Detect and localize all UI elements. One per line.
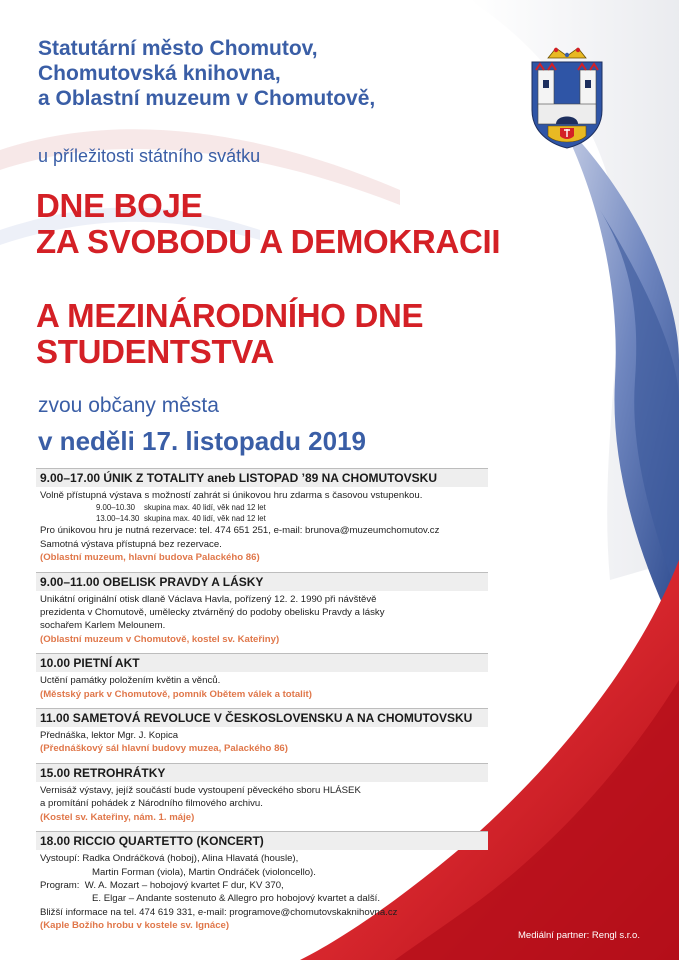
program-text: W. A. Mozart – hobojový kvartet F dur, KV 370, — [84, 879, 284, 891]
slot-text: skupina max. 40 lidí, věk nad 12 let — [144, 503, 266, 513]
organizer-line: Chomutovská knihovna, — [38, 62, 281, 85]
event-text: Pro únikovou hru je nutná rezervace: tel. 474 651 251, e-mail: brunova@muzeumchomutov.cz — [40, 525, 440, 537]
organizers — [38, 36, 375, 111]
event-list — [36, 468, 488, 940]
event-heading: 11.00 SAMETOVÁ REVOLUCE V ČESKOSLOVENSKU A NA CHOMUTOVSKU — [36, 708, 488, 727]
event-text: Přednáška, lektor Mgr. J. Kopica — [40, 730, 179, 742]
performers-label: Vystoupí: — [40, 853, 80, 865]
event-heading: 18.00 RICCIO QUARTETTO (KONCERT) — [36, 831, 488, 850]
event-body — [36, 487, 488, 565]
event-date: v neděli 17. listopadu 2019 — [38, 426, 367, 456]
event-heading: 9.00–17.00 ÚNIK Z TOTALITY aneb LISTOPAD ’89 NA CHOMUTOVSKU — [36, 468, 488, 487]
event-body — [36, 591, 488, 647]
organizer-line: Statutární město Chomutov, — [38, 37, 318, 60]
event-text: Volně přístupná výstava s možností zahrát si únikovou hru zdarma s časovou vstupenkou. — [40, 490, 423, 501]
event-text: Vernisáž výstavy, jejíž součástí bude vystoupení pěveckého sboru HLÁSEK — [40, 784, 361, 796]
title-line: ZA SVOBODU A DEMOKRACII — [36, 223, 501, 260]
title-line: DNE BOJE — [36, 187, 203, 224]
main-title-second — [36, 298, 423, 370]
event-item — [36, 572, 488, 647]
event-location: (Městský park v Chomutově, pomník Obětem válek a totalit) — [40, 688, 312, 700]
event-text: a promítání pohádek z Národního filmového archivu. — [40, 798, 263, 810]
event-item — [36, 763, 488, 824]
event-info: Bližší informace na tel. 474 619 331, e-mail: programove@chomutovskaknihovna.cz — [40, 906, 398, 918]
slot-time: 13.00–14.30 — [96, 514, 140, 524]
time-slot — [40, 502, 484, 513]
event-body — [36, 782, 488, 824]
event-location: (Oblastní muzeum v Chomutově, kostel sv. Kateřiny) — [40, 633, 280, 645]
event-item — [36, 708, 488, 756]
event-text: Uctění památky položením květin a věnců. — [40, 675, 221, 687]
event-location: (Přednáškový sál hlavní budovy muzea, Palackého 86) — [40, 743, 288, 755]
event-location: (Kaple Božího hrobu v kostele sv. Ignáce) — [40, 920, 230, 932]
event-text: prezidenta v Chomutově, umělecky ztvárněný do podoby obelisku Pravdy a lásky — [40, 607, 385, 619]
time-slot — [40, 513, 484, 524]
event-item — [36, 468, 488, 565]
performers-text: Radka Ondráčková (hoboj), Alina Hlavatá (housle), — [82, 853, 299, 865]
event-text: Samotná výstava přístupná bez rezervace. — [40, 538, 222, 550]
event-item — [36, 653, 488, 701]
event-body — [36, 727, 488, 756]
event-body — [36, 672, 488, 701]
event-item — [36, 831, 488, 932]
event-location: (Kostel sv. Kateřiny, nám. 1. máje) — [40, 811, 195, 823]
event-body — [36, 850, 488, 932]
occasion: u příležitosti státního svátku — [38, 146, 261, 166]
slot-time: 9.00–10.30 — [96, 503, 136, 513]
title-line: STUDENTSTVA — [36, 333, 275, 370]
performers-text: Martin Forman (viola), Martin Ondráček (violoncello). — [92, 866, 316, 878]
program-text: E. Elgar – Andante sostenuto & Allegro pro hobojový kvartet a další. — [92, 893, 380, 905]
performers-line — [40, 852, 484, 865]
invite-text: zvou občany města — [38, 394, 219, 417]
program-line — [40, 879, 484, 892]
slot-text: skupina max. 40 lidí, věk nad 12 let — [144, 514, 266, 524]
event-heading: 9.00–11.00 OBELISK PRAVDY A LÁSKY — [36, 572, 488, 591]
event-heading: 10.00 PIETNÍ AKT — [36, 653, 488, 672]
event-location: (Oblastní muzeum, hlavní budova Palackého 86) — [40, 552, 260, 564]
event-text: sochařem Karlem Melounem. — [40, 620, 166, 632]
event-heading: 15.00 RETROHRÁTKY — [36, 763, 488, 782]
event-text: Unikátní originální otisk dlaně Václava Havla, pořízený 12. 2. 1990 při návštěvě — [40, 593, 377, 605]
chomutov-coat-of-arms-icon — [526, 44, 608, 150]
media-partner: Mediální partner: Rengl s.r.o. — [518, 930, 640, 941]
title-line: A MEZINÁRODNÍHO DNE — [36, 297, 424, 334]
main-title — [36, 188, 500, 260]
program-label: Program: — [40, 879, 80, 891]
organizer-line: a Oblastní muzeum v Chomutově, — [38, 87, 376, 110]
